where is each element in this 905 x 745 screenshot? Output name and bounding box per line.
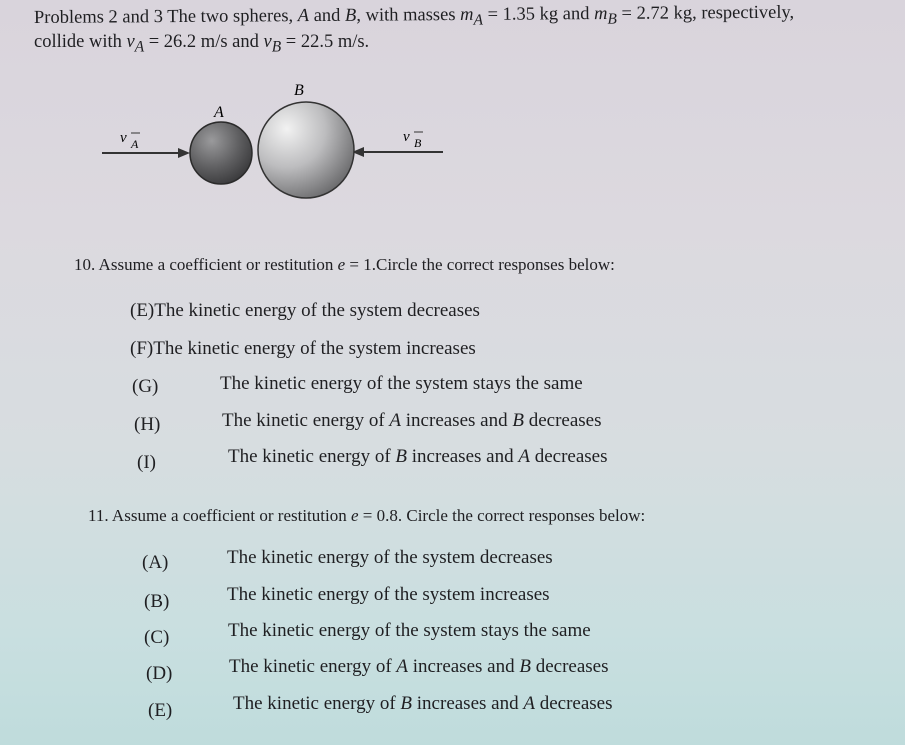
q10-e-symbol: e: [337, 255, 346, 274]
velocity-a-subscript: A: [134, 38, 145, 56]
var-b: B: [344, 5, 357, 26]
intro-text: and: [308, 5, 346, 27]
velocity-a-arrowhead: [178, 148, 190, 158]
q11-option-c-letter[interactable]: (C): [144, 627, 170, 648]
option-var: A: [523, 693, 535, 714]
option-var: B: [400, 693, 413, 714]
option-text: The kinetic energy of: [222, 410, 390, 431]
sphere-b-label: B: [294, 82, 304, 99]
mass-a-symbol: m: [460, 4, 474, 26]
option-text: The kinetic energy of the system increases: [153, 338, 476, 359]
collision-diagram: [0, 0, 905, 240]
q11-option-b-text[interactable]: The kinetic energy of the system increases: [227, 584, 550, 605]
q10-suffix: = 1.Circle the correct responses below:: [345, 255, 615, 274]
q11-suffix: = 0.8. Circle the correct responses below:: [358, 506, 646, 525]
sphere-a: [190, 122, 252, 184]
q11-option-c-text[interactable]: The kinetic energy of the system stays the same: [228, 620, 591, 641]
velocity-b-subscript: B: [271, 38, 282, 56]
q11-option-e-letter[interactable]: (E): [148, 700, 173, 721]
q11-e-symbol: e: [350, 506, 359, 525]
velocity-b-label: v: [403, 129, 410, 145]
q11-prefix: 11. Assume a coefficient or restitution: [88, 506, 351, 525]
intro-text: collide with: [34, 32, 127, 52]
option-letter: (E): [130, 300, 155, 321]
q10-option-g-text[interactable]: The kinetic energy of the system stays the same: [220, 373, 583, 394]
option-text: The kinetic energy of: [233, 693, 401, 714]
q10-option-i-letter[interactable]: (I): [137, 452, 156, 473]
q11-option-b-letter[interactable]: (B): [144, 591, 170, 612]
question-11-title: [88, 506, 645, 526]
velocity-a-symbol: v: [126, 32, 135, 52]
mass-a-subscript: A: [473, 11, 484, 29]
option-var: A: [518, 446, 530, 467]
option-text: The kinetic energy of: [229, 656, 397, 677]
option-text: decreases: [530, 656, 609, 677]
intro-text: Problems 2 and 3 The two spheres,: [33, 6, 298, 28]
option-text: decreases: [529, 446, 608, 467]
q11-option-e-text[interactable]: [233, 693, 612, 715]
option-var: B: [519, 656, 531, 677]
q11-option-a-letter[interactable]: (A): [142, 552, 169, 573]
option-var: B: [395, 446, 408, 467]
q10-option-h-letter[interactable]: (H): [134, 414, 161, 435]
option-text: decreases: [534, 693, 613, 714]
sphere-b: [258, 102, 354, 198]
option-letter: (F): [130, 338, 154, 359]
velocity-b-symbol: v: [263, 32, 272, 52]
option-text: increases and: [407, 446, 519, 467]
velocity-b-label-sub: B: [414, 136, 422, 150]
option-var: B: [512, 410, 524, 431]
mass-b-subscript: B: [607, 10, 617, 28]
q11-option-d-text[interactable]: [229, 656, 608, 678]
velocity-a-label: v: [120, 130, 127, 146]
q10-option-e[interactable]: [130, 300, 480, 322]
option-var: A: [396, 656, 409, 677]
q10-option-h-text[interactable]: [222, 410, 601, 432]
option-text: increases and: [408, 656, 520, 677]
question-10-title: [74, 255, 615, 275]
option-text: increases and: [401, 410, 513, 431]
q10-option-g-letter[interactable]: (G): [132, 376, 159, 397]
option-text: increases and: [412, 693, 524, 714]
intro-text: , with masses: [356, 5, 461, 26]
var-a: A: [297, 6, 310, 27]
q10-option-f[interactable]: [130, 338, 476, 360]
velocity-b-value: = 22.5 m/s.: [281, 32, 370, 52]
sphere-a-label: A: [214, 104, 224, 121]
option-text: decreases: [523, 410, 602, 431]
q10-option-i-text[interactable]: [228, 446, 607, 468]
q10-prefix: 10. Assume a coefficient or restitution: [74, 255, 338, 274]
velocity-a-label-sub: A: [131, 137, 139, 151]
mass-b-symbol: m: [594, 3, 608, 25]
mass-a-value: = 1.35 kg and: [482, 4, 595, 25]
mass-b-value: = 2.72 kg, respectively,: [616, 2, 795, 24]
option-text: The kinetic energy of: [228, 446, 396, 467]
q11-option-d-letter[interactable]: (D): [146, 663, 173, 684]
q11-option-a-text[interactable]: The kinetic energy of the system decreases: [227, 547, 553, 568]
velocity-a-value: = 26.2 m/s and: [144, 32, 264, 52]
option-text: The kinetic energy of the system decreases: [154, 300, 480, 321]
option-var: A: [389, 410, 402, 431]
